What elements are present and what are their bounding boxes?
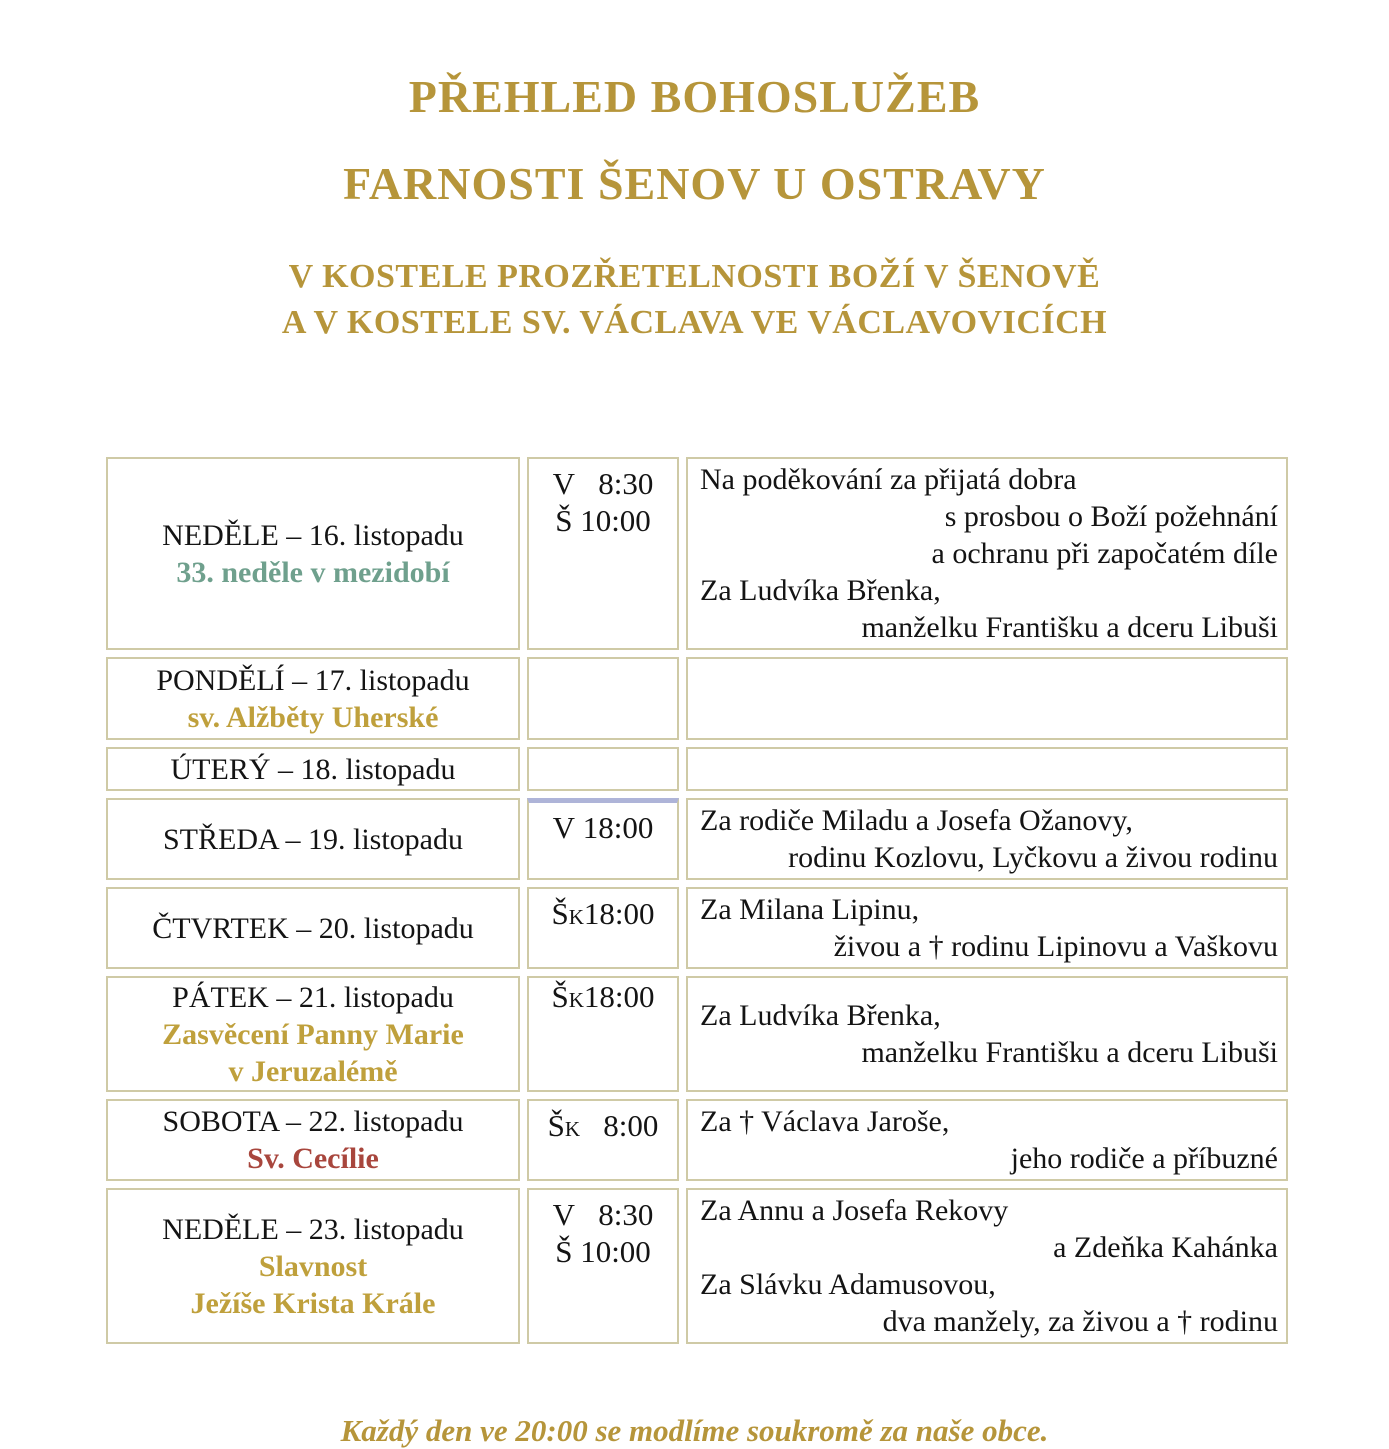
- time-list: [529, 459, 677, 561]
- day-cell: [106, 798, 520, 880]
- day-label: NEDĚLE – 16. listopadu: [162, 518, 464, 552]
- time-list: [529, 1190, 677, 1292]
- day-label: PONDĚLÍ – 17. listopadu: [156, 663, 470, 697]
- time-list: [529, 889, 677, 936]
- day-cell: [106, 1099, 520, 1181]
- page-title: PŘEHLED BOHOSLUŽEB: [408, 71, 981, 122]
- table-row: [106, 747, 1288, 791]
- table-row: [106, 657, 1288, 740]
- intention-line: jeho rodiče a příbuzné: [1010, 1142, 1278, 1175]
- time-cell: [527, 657, 679, 740]
- church-code-suffix: K: [568, 905, 584, 929]
- feast-label: sv. Alžběty Uherské: [187, 700, 439, 734]
- church-code: V: [552, 466, 575, 501]
- church-code: Š: [551, 979, 569, 1014]
- day-cell: [106, 657, 520, 740]
- intention-list: [688, 995, 1286, 1073]
- intention-line: rodinu Kozlovu, Lyčkovu a živou rodinu: [788, 841, 1278, 874]
- feast-label: Sv. Cecílie: [247, 1142, 379, 1175]
- time-cell: [527, 747, 679, 791]
- table-row: [106, 887, 1288, 969]
- intention-cell: [686, 976, 1288, 1092]
- feast-label: Slavnost: [258, 1249, 368, 1283]
- mass-time: V 18:00: [552, 810, 654, 845]
- day-cell: [106, 457, 520, 650]
- mass-time: ŠK 8:00: [547, 1108, 659, 1143]
- intention-line: Za Ludvíka Břenka,: [700, 999, 941, 1032]
- intention-line: manželku Františku a dceru Libuši: [861, 611, 1278, 644]
- intention-line: živou a † rodinu Lipinovu a Vaškovu: [833, 930, 1278, 963]
- feast-label: Ježíše Krista Krále: [190, 1286, 436, 1320]
- intention-cell: [686, 457, 1288, 650]
- mass-time: V 8:30: [552, 466, 654, 501]
- intention-line: Za Slávku Adamusovou,: [700, 1268, 996, 1301]
- church-code: Š: [551, 896, 569, 931]
- schedule-table: [99, 450, 1295, 1351]
- church-code: Š: [555, 1234, 573, 1269]
- church-code: V: [552, 810, 575, 845]
- time-cell: [527, 1188, 679, 1344]
- subtitle-line-senov: V KOSTELE PROZŘETELNOSTI BOŽÍ V ŠENOVĚ: [288, 258, 1101, 295]
- intention-list: [688, 1101, 1286, 1179]
- intention-cell: [686, 1099, 1288, 1181]
- day-cell: [106, 747, 520, 791]
- time-list: [529, 803, 677, 846]
- church-code-suffix: K: [564, 1117, 581, 1141]
- intention-line: a Zdeňka Kahánka: [1053, 1231, 1278, 1264]
- table-row: [106, 1188, 1288, 1344]
- table-row: [106, 798, 1288, 880]
- day-label: SOBOTA – 22. listopadu: [162, 1105, 464, 1138]
- table-row: [106, 457, 1288, 650]
- day-cell: [106, 1188, 520, 1344]
- intention-cell: [686, 1188, 1288, 1344]
- intention-cell: [686, 657, 1288, 740]
- intention-list: [688, 800, 1286, 878]
- time-list: [529, 978, 677, 1019]
- church-code: Š: [555, 503, 573, 538]
- intention-line: manželku Františku a dceru Libuši: [861, 1036, 1278, 1069]
- intention-list: [688, 1190, 1286, 1342]
- day-cell: [106, 887, 520, 969]
- feast-label: 33. neděle v mezidobí: [176, 555, 450, 589]
- time-cell: [527, 887, 679, 969]
- intention-line: Za † Václava Jaroše,: [700, 1105, 950, 1138]
- day-cell: [106, 976, 520, 1092]
- day-label: STŘEDA – 19. listopadu: [162, 822, 463, 856]
- mass-time: Š 10:00: [555, 503, 651, 538]
- time-cell: [527, 798, 679, 880]
- table-row: [106, 1099, 1288, 1181]
- day-label: ČTVRTEK – 20. listopadu: [152, 911, 474, 945]
- churches-subtitle: [0, 254, 1389, 346]
- mass-time: V 8:30: [552, 1197, 654, 1232]
- intention-list: [688, 459, 1286, 648]
- mass-time: Š 10:00: [555, 1234, 651, 1269]
- intention-list: [688, 889, 1286, 967]
- intention-line: s prosbou o Boží požehnání: [944, 500, 1278, 533]
- church-code: Š: [547, 1108, 565, 1143]
- time-cell: [527, 976, 679, 1092]
- intention-line: Za Milana Lipinu,: [700, 893, 920, 926]
- table-row: [106, 976, 1288, 1092]
- church-code: V: [552, 1197, 575, 1232]
- intention-cell: [686, 798, 1288, 880]
- day-label: NEDĚLE – 23. listopadu: [162, 1212, 464, 1246]
- daily-prayer-note: Každý den ve 20:00 se modlíme soukromě za naše obce.: [340, 1413, 1049, 1448]
- intention-line: Za Annu a Josefa Rekovy: [700, 1194, 1009, 1227]
- intention-line: Na poděkování za přijatá dobra: [700, 463, 1077, 496]
- mass-time: ŠK18:00: [551, 979, 655, 1014]
- church-code-suffix: K: [568, 988, 584, 1012]
- time-cell: [527, 1099, 679, 1181]
- subtitle-line-vaclavovice: A V KOSTELE SV. VÁCLAVA VE VÁCLAVOVICÍCH: [281, 304, 1108, 341]
- intention-line: Za rodiče Miladu a Josefa Ožanovy,: [700, 804, 1133, 837]
- time-cell: [527, 457, 679, 650]
- intention-line: Za Ludvíka Břenka,: [700, 574, 941, 607]
- intention-line: a ochranu při započatém díle: [931, 537, 1278, 570]
- page-title-parish: FARNOSTI ŠENOV U OSTRAVY: [343, 158, 1046, 209]
- intention-line: dva manžely, za živou a † rodinu: [882, 1305, 1278, 1338]
- time-list: [529, 1101, 677, 1148]
- feast-label: v Jeruzalémě: [228, 1054, 398, 1088]
- mass-time: ŠK18:00: [551, 896, 655, 931]
- intention-cell: [686, 887, 1288, 969]
- day-label: ÚTERÝ – 18. listopadu: [170, 752, 456, 786]
- feast-label: Zasvěcení Panny Marie: [162, 1017, 464, 1051]
- day-label: PÁTEK – 21. listopadu: [172, 980, 454, 1014]
- intention-cell: [686, 747, 1288, 791]
